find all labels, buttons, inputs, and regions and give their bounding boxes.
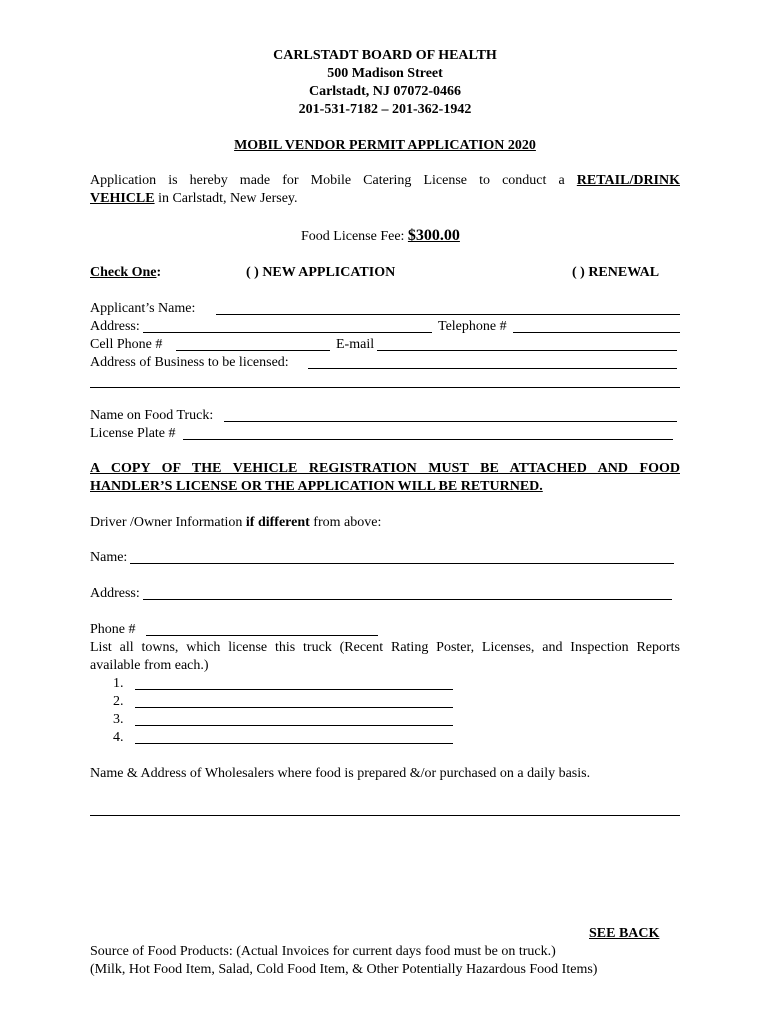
towns-instruction-2: available from each.) <box>90 658 209 673</box>
source-line-1: Source of Food Products: (Actual Invoices for current days food must be on truck.) <box>90 944 556 959</box>
org-city: Carlstadt, NJ 07072-0466 <box>308 84 462 99</box>
form-title: MOBIL VENDOR PERMIT APPLICATION 2020 <box>234 138 536 153</box>
town-number-3: 3. <box>113 712 124 727</box>
address-field[interactable] <box>143 332 432 333</box>
intro-type-1: RETAIL/DRINK <box>576 173 680 188</box>
driver-intro: Driver /Owner Information if different from above: <box>90 515 382 530</box>
town-number-1: 1. <box>113 676 124 691</box>
town-number-2: 2. <box>113 694 124 709</box>
warning-line-1: A COPY OF THE VEHICLE REGISTRATION MUST BE ATTACHED AND FOOD <box>90 461 680 476</box>
warning-line-2: HANDLER’S LICENSE OR THE APPLICATION WILL BE RETURNED. <box>90 479 543 494</box>
driver-phone-label: Phone # <box>90 622 136 637</box>
applicant-name-field[interactable] <box>216 314 680 315</box>
telephone-field[interactable] <box>513 332 680 333</box>
driver-phone-field[interactable] <box>146 635 378 636</box>
intro-prefix: Application is hereby made for Mobile Catering License to conduct a <box>90 173 565 188</box>
see-back-note: SEE BACK <box>589 926 660 941</box>
check-one-label: Check One: <box>90 265 162 280</box>
truck-name-field[interactable] <box>224 421 677 422</box>
intro-suffix: in Carlstadt, New Jersey. <box>158 191 298 206</box>
org-phones: 201-531-7182 – 201-362-1942 <box>298 102 472 117</box>
fee-label: Food License Fee: <box>301 229 405 244</box>
intro-type-2: VEHICLE <box>90 191 155 206</box>
fee-row <box>301 227 460 246</box>
license-plate-field[interactable] <box>183 439 673 440</box>
wholesalers-field[interactable] <box>90 815 680 816</box>
org-name: CARLSTADT BOARD OF HEALTH <box>273 48 497 63</box>
driver-address-field[interactable] <box>143 599 672 600</box>
new-application-option[interactable]: ( ) NEW APPLICATION <box>246 265 396 280</box>
driver-name-field[interactable] <box>130 563 674 564</box>
town-field-1[interactable] <box>135 689 453 690</box>
fee-amount: $300.00 <box>407 227 460 244</box>
license-plate-label: License Plate # <box>90 426 176 441</box>
town-field-2[interactable] <box>135 707 453 708</box>
address-label: Address: <box>90 319 140 334</box>
business-address-field[interactable] <box>308 368 677 369</box>
cell-phone-label: Cell Phone # <box>90 337 163 352</box>
telephone-label: Telephone # <box>438 319 507 334</box>
cell-phone-field[interactable] <box>176 350 330 351</box>
business-address-label: Address of Business to be licensed: <box>90 355 289 370</box>
org-street: 500 Madison Street <box>327 66 443 81</box>
wholesalers-label: Name & Address of Wholesalers where food is prepared &/or purchased on a daily basis. <box>90 766 591 781</box>
source-line-2: (Milk, Hot Food Item, Salad, Cold Food Item, & Other Potentially Hazardous Food Items) <box>90 962 598 977</box>
town-field-4[interactable] <box>135 743 453 744</box>
town-field-3[interactable] <box>135 725 453 726</box>
intro-line-2 <box>90 190 298 208</box>
business-address-field-2[interactable] <box>90 387 680 388</box>
towns-instruction-1: List all towns, which license this truck (Recent Rating Poster, Licenses, and Inspection Reports <box>90 640 680 655</box>
renewal-option[interactable]: ( ) RENEWAL <box>572 265 660 280</box>
town-number-4: 4. <box>113 730 124 745</box>
email-label: E-mail <box>336 337 375 352</box>
intro-line-1 <box>90 172 680 190</box>
applicant-name-label: Applicant’s Name: <box>90 301 196 316</box>
email-field[interactable] <box>377 350 677 351</box>
truck-name-label: Name on Food Truck: <box>90 408 214 423</box>
driver-address-label: Address: <box>90 586 140 601</box>
driver-name-label: Name: <box>90 550 128 565</box>
